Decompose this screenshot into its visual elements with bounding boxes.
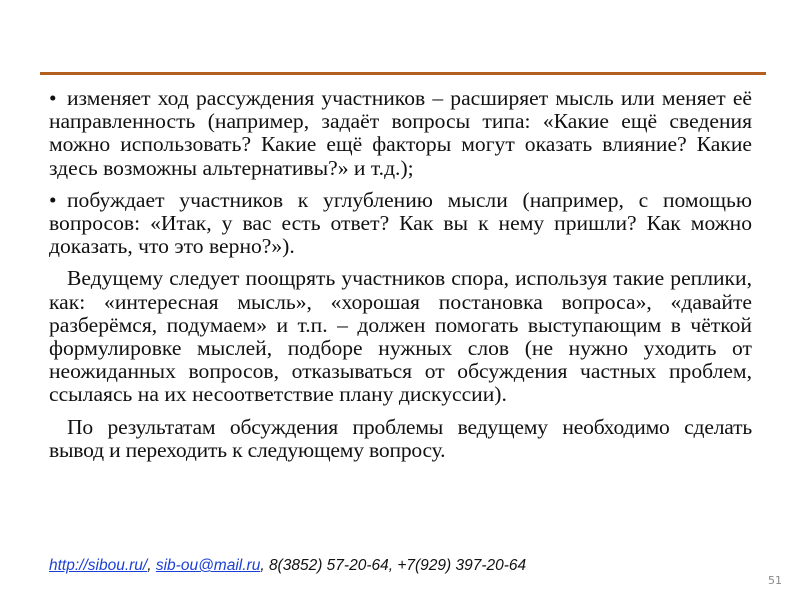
- footer-contacts: [49, 557, 526, 575]
- slide-body: [49, 87, 752, 471]
- bullet-icon: •: [49, 86, 57, 110]
- bullet-text: изменяет ход рассуждения участников – расширяет мысль или меняет её направленность (например, задаёт вопросы типа: «Какие ещё сведения можно использовать? Какие ещё факторы могут оказать влияние? Какие здесь возможны альтернативы?» и т.д.);: [49, 86, 752, 180]
- page-number: 51: [768, 574, 782, 587]
- email-link[interactable]: sib-ou@mail.ru: [155, 557, 261, 574]
- bullet-item: [49, 87, 752, 180]
- separator: ,: [147, 557, 156, 574]
- bullet-item: [49, 189, 752, 259]
- header-divider: [40, 72, 766, 75]
- paragraph-conclusion: По результатам обсуждения проблемы ведущему необходимо сделать вывод и переходить к следующему вопросу.: [49, 414, 752, 462]
- website-link[interactable]: http://sibou.ru/: [49, 557, 148, 574]
- paragraph-moderator-encouragement: Ведущему следует поощрять участников спора, используя такие реплики, как: «интересная мысль», «хорошая постановка вопроса», «давайте разберёмся, подумаем» и т.п. – должен помогать выступающим в чёткой формулировке мыслей, подборе нужных слов (не нужно уходить от неожиданных вопросов, отказываться от обсуждения частных проблем, ссылаясь на их несоответствие плану дискуссии).: [49, 266, 752, 407]
- phone-numbers: , 8(3852) 57-20-64, +7(929) 397-20-64: [260, 557, 527, 574]
- bullet-icon: •: [49, 187, 57, 212]
- bullet-text: побуждает участников к углублению мысли (например, с помощью вопросов: «Итак, у вас есть ответ? Как вы к нему пришли? Как можно доказать, что это верно?»).: [49, 187, 752, 259]
